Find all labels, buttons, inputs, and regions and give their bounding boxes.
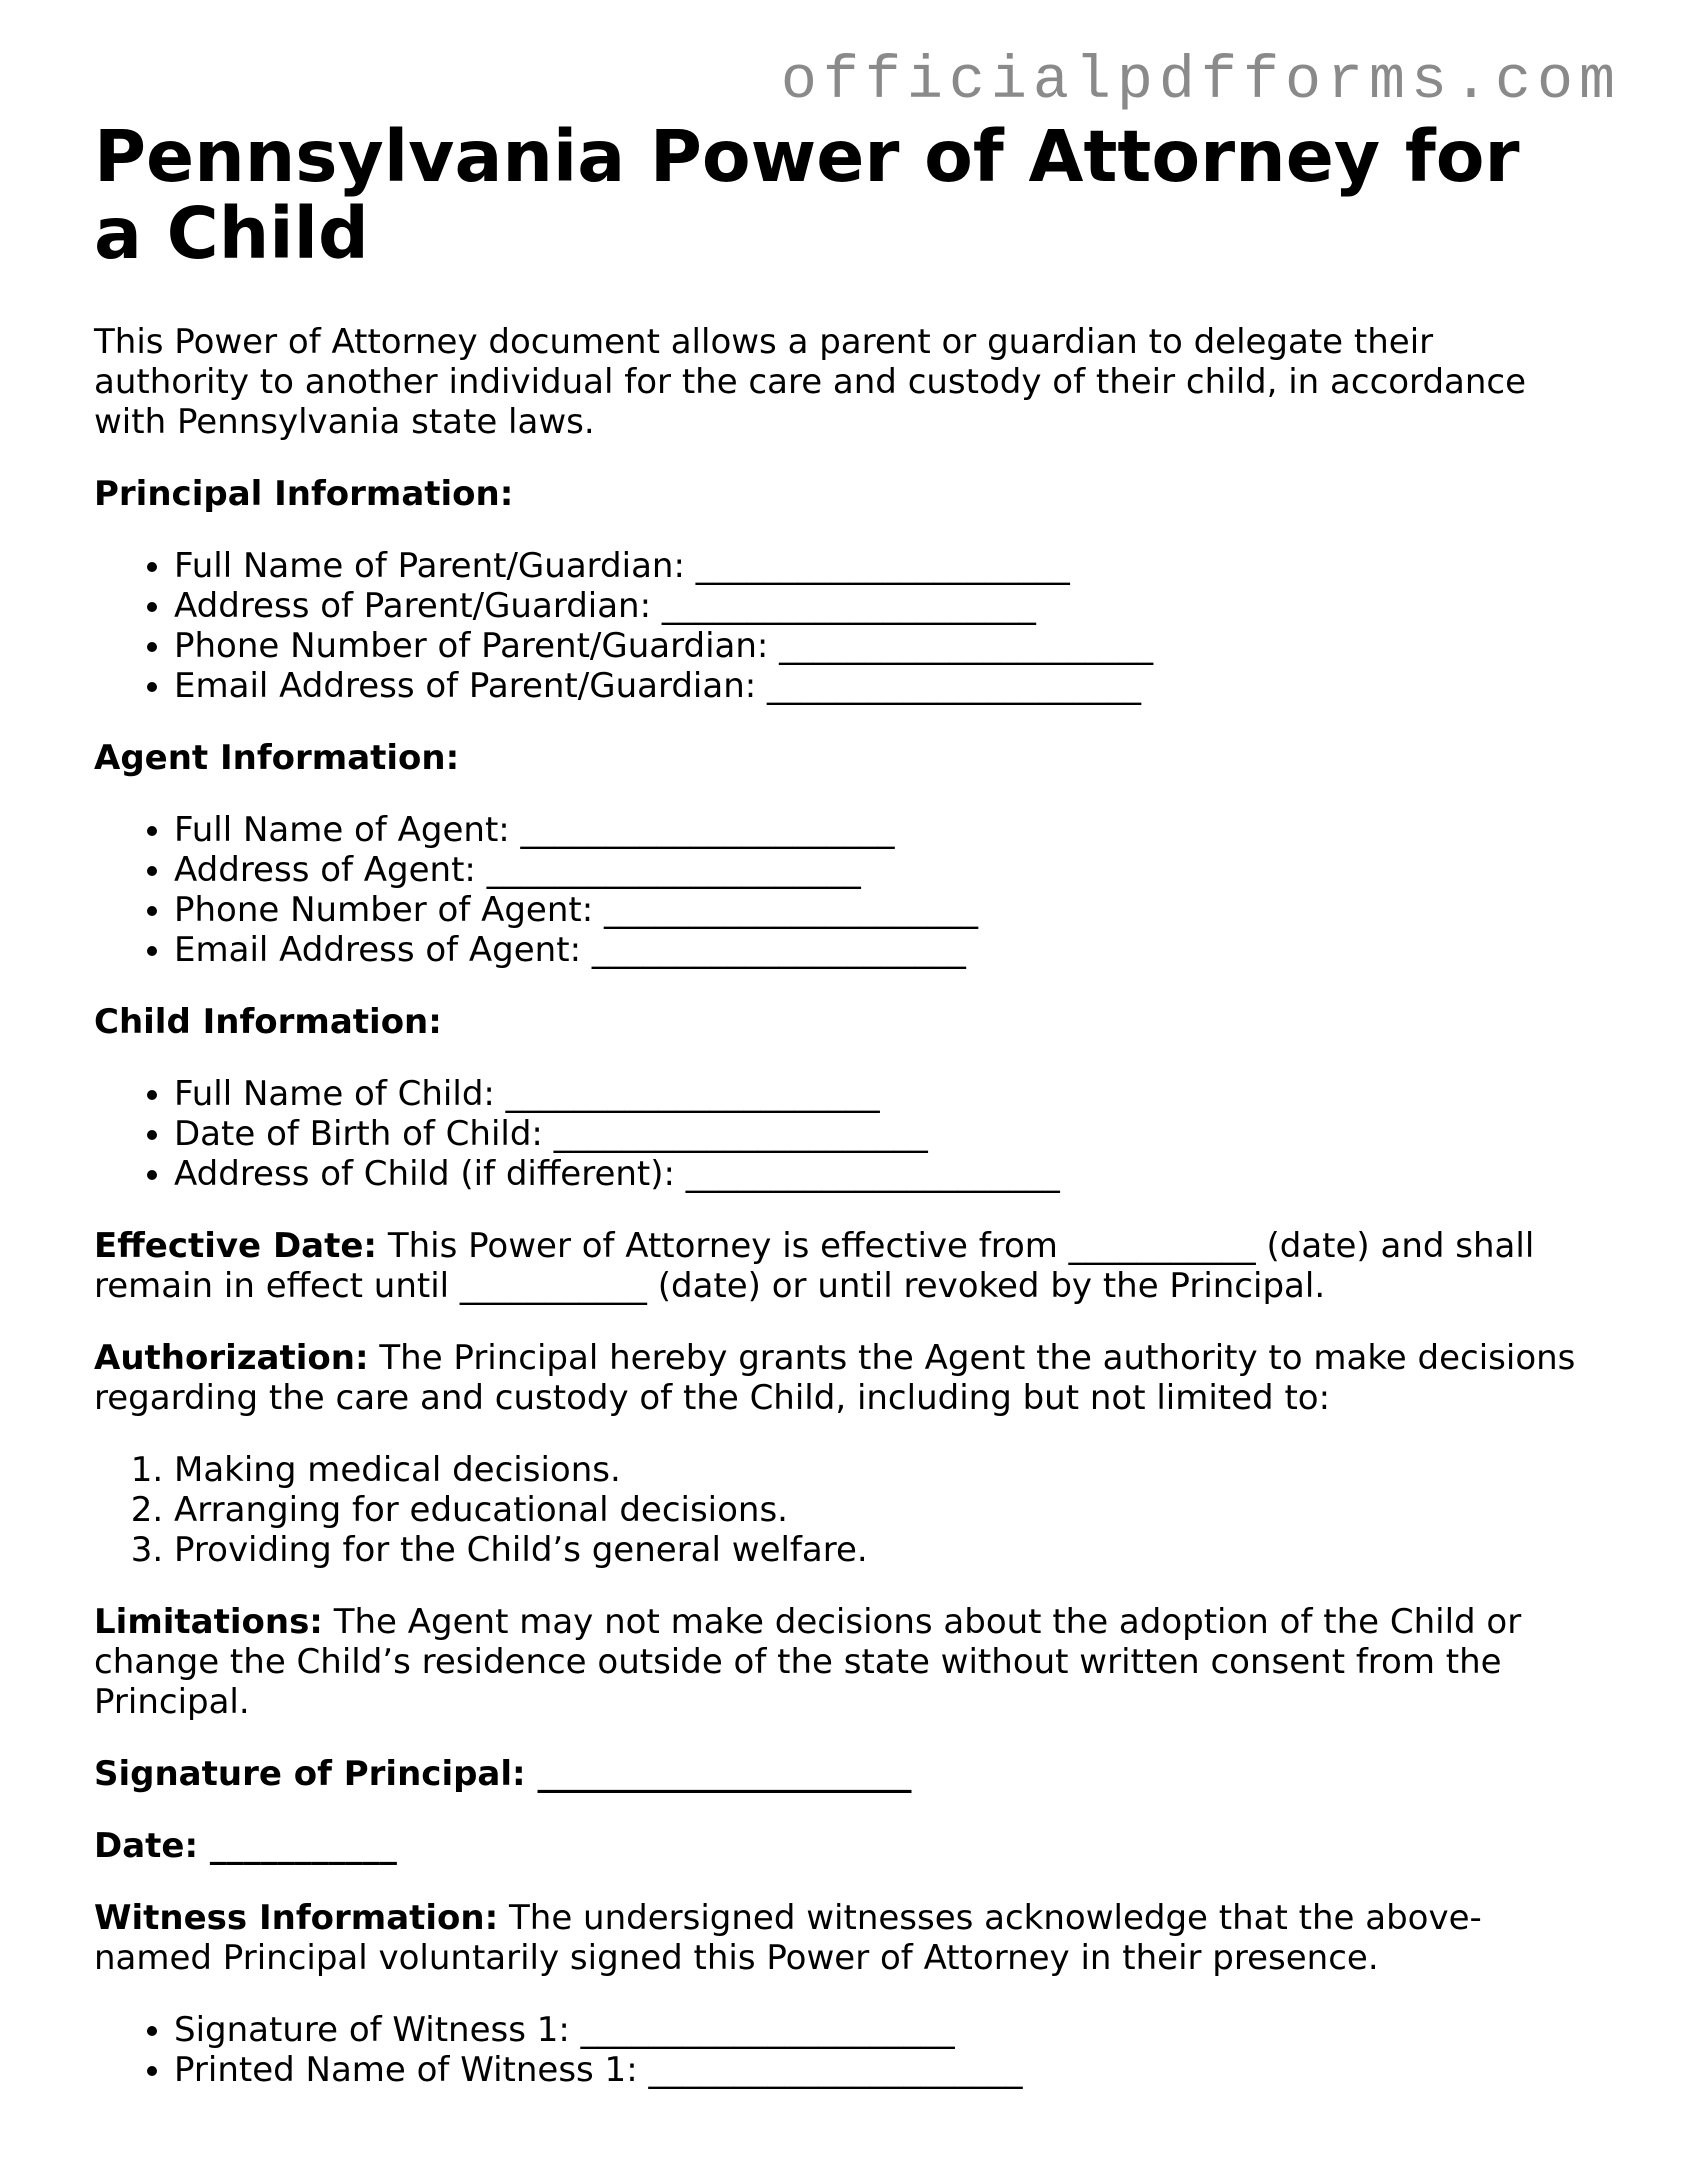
authorization-item-medical: 1. Making medical decisions.	[174, 1450, 1594, 1490]
limitations-label: Limitations:	[94, 1602, 323, 1642]
document	[94, 115, 1594, 2122]
child-list	[94, 1074, 1594, 1194]
principal-email-field: • Email Address of Parent/Guardian: ______________________	[174, 666, 1594, 706]
date-line	[94, 1826, 1594, 1866]
child-heading: Child Information:	[94, 1002, 442, 1042]
authorization-paragraph	[94, 1338, 1594, 1418]
child-name-field: • Full Name of Child: ______________________	[174, 1074, 1594, 1114]
intro-paragraph: This Power of Attorney document allows a parent or guardian to delegate their authority to another individual for the care and custody of their child, in accordance with Pennsylvania state laws.	[94, 322, 1527, 442]
child-address-field: • Address of Child (if different): ______________________	[174, 1154, 1594, 1194]
principal-heading: Principal Information:	[94, 474, 514, 514]
effective-date-label: Effective Date:	[94, 1226, 378, 1266]
witness-label: Witness Information:	[94, 1898, 499, 1938]
witness-printed-name-field: • Printed Name of Witness 1: ______________________	[174, 2050, 1594, 2090]
authorization-list	[94, 1450, 1594, 1570]
agent-phone-field: • Phone Number of Agent: ______________________	[174, 890, 1594, 930]
principal-phone-field: • Phone Number of Parent/Guardian: ______________________	[174, 626, 1594, 666]
effective-date-text: This Power of Attorney is effective from ___________ (date) and shall remain in effect until ___________ (date) or until revoked by the Principal.	[94, 1226, 1535, 1306]
authorization-item-welfare: 3. Providing for the Child’s general welfare.	[174, 1530, 1594, 1570]
child-dob-field: • Date of Birth of Child: ______________________	[174, 1114, 1594, 1154]
principal-signature-blank: ______________________	[525, 1754, 912, 1794]
principal-name-field: • Full Name of Parent/Guardian: ______________________	[174, 546, 1594, 586]
limitations-text: The Agent may not make decisions about the adoption of the Child or change the Child’s residence outside of the state without written consent from the Principal.	[94, 1602, 1522, 1722]
date-label: Date:	[94, 1826, 199, 1866]
witness-signature-field: • Signature of Witness 1: ______________________	[174, 2010, 1594, 2050]
page-title: Pennsylvania Power of Attorney for a Child	[94, 115, 1520, 275]
date-blank: ___________	[198, 1826, 397, 1866]
watermark: officialpdfforms.com	[780, 48, 1621, 116]
principal-list	[94, 546, 1594, 706]
witness-text: The undersigned witnesses acknowledge that the above-named Principal voluntarily signed this Power of Attorney in their presence.	[94, 1898, 1482, 1978]
principal-signature-label: Signature of Principal:	[94, 1754, 526, 1794]
witness-paragraph	[94, 1898, 1594, 1978]
principal-address-field: • Address of Parent/Guardian: ______________________	[174, 586, 1594, 626]
limitations-paragraph	[94, 1602, 1594, 1722]
principal-signature-line	[94, 1754, 1594, 1794]
agent-heading: Agent Information:	[94, 738, 460, 778]
witness-list	[94, 2010, 1594, 2090]
authorization-item-education: 2. Arranging for educational decisions.	[174, 1490, 1594, 1530]
authorization-label: Authorization:	[94, 1338, 369, 1378]
agent-name-field: • Full Name of Agent: ______________________	[174, 810, 1594, 850]
agent-list	[94, 810, 1594, 970]
authorization-text: The Principal hereby grants the Agent the authority to make decisions regarding the care and custody of the Child, including but not limited to:	[94, 1338, 1576, 1418]
effective-date-paragraph	[94, 1226, 1594, 1306]
agent-address-field: • Address of Agent: ______________________	[174, 850, 1594, 890]
agent-email-field: • Email Address of Agent: ______________________	[174, 930, 1594, 970]
